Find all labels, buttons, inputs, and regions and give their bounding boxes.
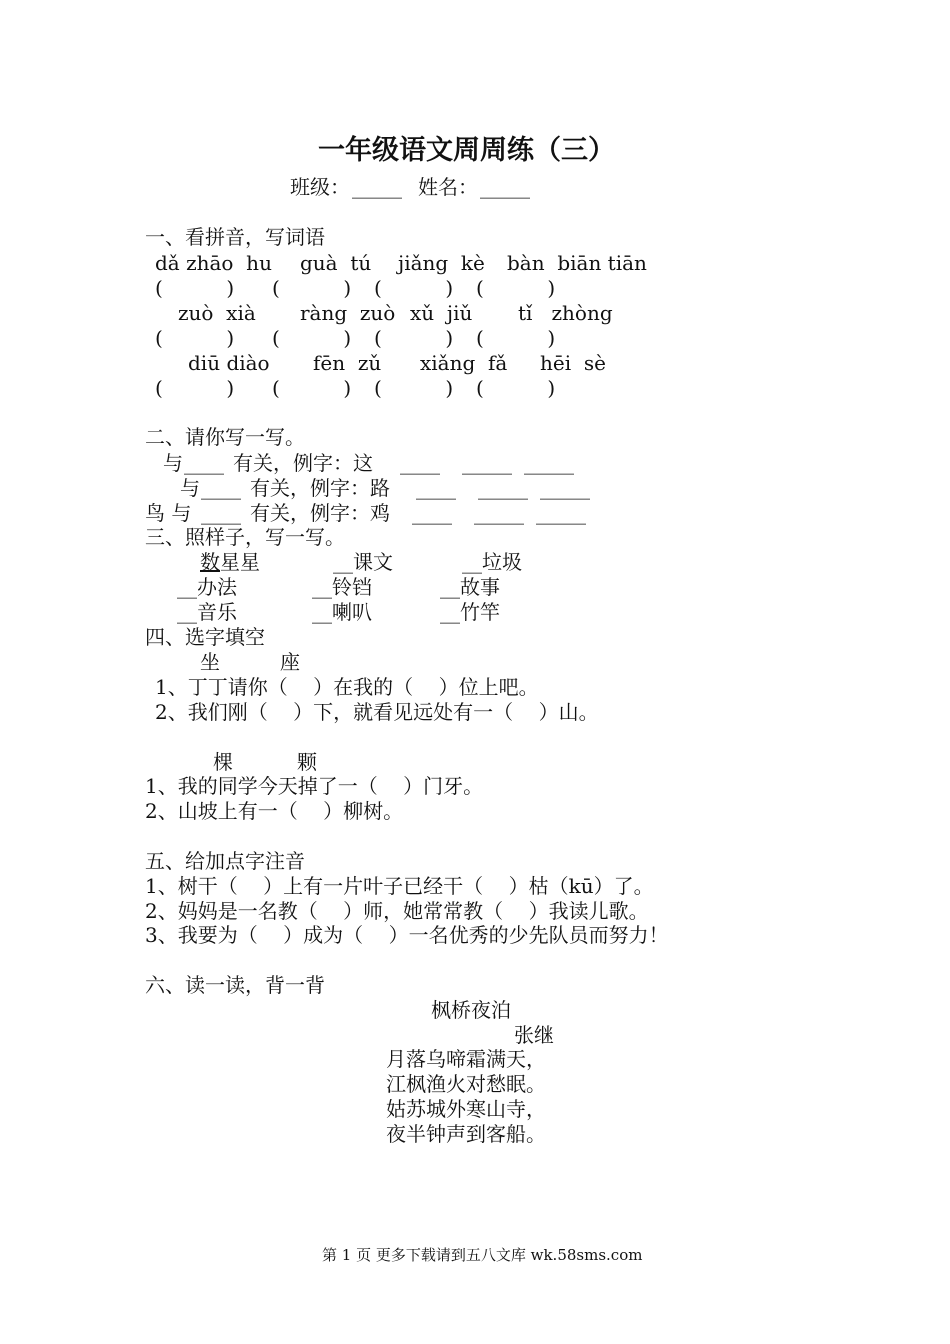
word-item: __竹竿 <box>440 600 500 624</box>
pinyin: zuò xià <box>178 301 256 325</box>
word-item: __课文 <box>333 550 393 574</box>
answer-paren: ( ) <box>272 376 352 400</box>
answer-blank: _____ <box>540 476 590 500</box>
page-footer: 第 1 页 更多下载请到五八文库 wk.58sms.com <box>322 1246 643 1264</box>
pinyin: xiǎng fǎ <box>420 351 508 375</box>
fill-sentence: 2、山坡上有一（ ）柳树。 <box>145 799 404 823</box>
answer-paren: ( ) <box>155 276 235 300</box>
class-blank: _____ <box>352 175 402 199</box>
fill-sentence: 1、我的同学今天掉了一（ ）门牙。 <box>145 774 484 798</box>
pinyin-sentence: 3、我要为（ ）成为（ ）一名优秀的少先队员而努力！ <box>145 923 669 947</box>
answer-paren: ( ) <box>272 276 352 300</box>
pinyin: fēn zǔ <box>313 351 382 375</box>
radical-prefix: 与 <box>180 476 200 500</box>
answer-paren: ( ) <box>476 376 556 400</box>
section3-heading: 三、照样子，写一写。 <box>145 525 345 549</box>
pinyin-sentence: 2、妈妈是一名教（ ）师，她常常教（ ）我读儿歌。 <box>145 899 649 923</box>
pinyin: jiǎng kè <box>398 251 485 275</box>
pinyin-sentence: 1、树干（ ）上有一片叶子已经干（ ）枯（kū）了。 <box>145 874 654 898</box>
pinyin: bàn biān tiān <box>507 251 647 275</box>
section6-heading: 六、读一读，背一背 <box>145 973 325 997</box>
answer-blank: _____ <box>462 451 512 475</box>
example-rest: 星星 <box>220 550 260 574</box>
example-char: 数 <box>200 550 220 574</box>
answer-paren: ( ) <box>476 326 556 350</box>
pinyin: ràng zuò <box>300 301 396 325</box>
choice-char: 棵 <box>213 750 233 774</box>
section1-heading: 一、看拼音，写词语 <box>145 225 325 249</box>
radical-prefix: 与 <box>163 451 183 475</box>
poem-verse: 月落乌啼霜满天， <box>386 1047 546 1071</box>
section4-heading: 四、选字填空 <box>145 625 265 649</box>
answer-paren: ( ) <box>155 376 235 400</box>
word-item: __喇叭 <box>312 600 372 624</box>
poem-title: 枫桥夜泊 <box>431 998 511 1022</box>
pinyin: diū diào <box>188 351 270 375</box>
section2-heading: 二、请你写一写。 <box>145 425 305 449</box>
fill-sentence: 2、我们刚（ ）下，就看见远处有一（ ）山。 <box>155 700 599 724</box>
answer-paren: ( ) <box>476 276 556 300</box>
radical-blank: ____ <box>184 451 224 475</box>
page-title: 一年级语文周周练（三） <box>318 135 615 166</box>
answer-paren: ( ) <box>374 276 454 300</box>
fill-sentence: 1、丁丁请你（ ）在我的（ ）位上吧。 <box>155 675 539 699</box>
radical-prefix: 鸟 与 <box>145 501 192 525</box>
choice-char: 座 <box>280 650 300 674</box>
poem-verse: 夜半钟声到客船。 <box>386 1122 546 1146</box>
answer-blank: _____ <box>524 451 574 475</box>
poem-author: 张继 <box>514 1023 554 1047</box>
answer-blank: _____ <box>474 501 524 525</box>
word-item: __铃铛 <box>312 575 372 599</box>
poem-verse: 姑苏城外寒山寺， <box>386 1097 546 1121</box>
radical-text: 有关，例字：这 <box>233 451 373 475</box>
radical-text: 有关，例字：路 <box>250 476 390 500</box>
class-label: 班级： <box>290 175 350 199</box>
answer-paren: ( ) <box>272 326 352 350</box>
pinyin: guà tú <box>300 251 372 275</box>
name-label: 姓名： <box>418 175 478 199</box>
example-word <box>200 552 260 572</box>
radical-blank: ____ <box>201 501 241 525</box>
radical-text: 有关，例字：鸡 <box>250 501 390 525</box>
answer-blank: _____ <box>536 501 586 525</box>
word-item: __垃圾 <box>462 550 522 574</box>
poem-verse: 江枫渔火对愁眠。 <box>386 1072 546 1096</box>
choice-char: 颗 <box>297 750 317 774</box>
answer-blank: _____ <box>478 476 528 500</box>
choice-char: 坐 <box>200 650 220 674</box>
pinyin: tǐ zhòng <box>518 301 613 325</box>
radical-blank: ____ <box>201 476 241 500</box>
pinyin: hēi sè <box>540 351 606 375</box>
answer-paren: ( ) <box>374 376 454 400</box>
pinyin: dǎ zhāo hu <box>155 251 272 275</box>
answer-blank: ____ <box>412 501 452 525</box>
answer-paren: ( ) <box>155 326 235 350</box>
section5-heading: 五、给加点字注音 <box>145 849 305 873</box>
answer-paren: ( ) <box>374 326 454 350</box>
word-item: __办法 <box>177 575 237 599</box>
pinyin: xǔ jiǔ <box>410 301 473 325</box>
word-item: __音乐 <box>177 600 237 624</box>
answer-blank: ____ <box>416 476 456 500</box>
answer-blank: ____ <box>400 451 440 475</box>
word-item: __故事 <box>440 575 500 599</box>
name-blank: _____ <box>480 175 530 199</box>
